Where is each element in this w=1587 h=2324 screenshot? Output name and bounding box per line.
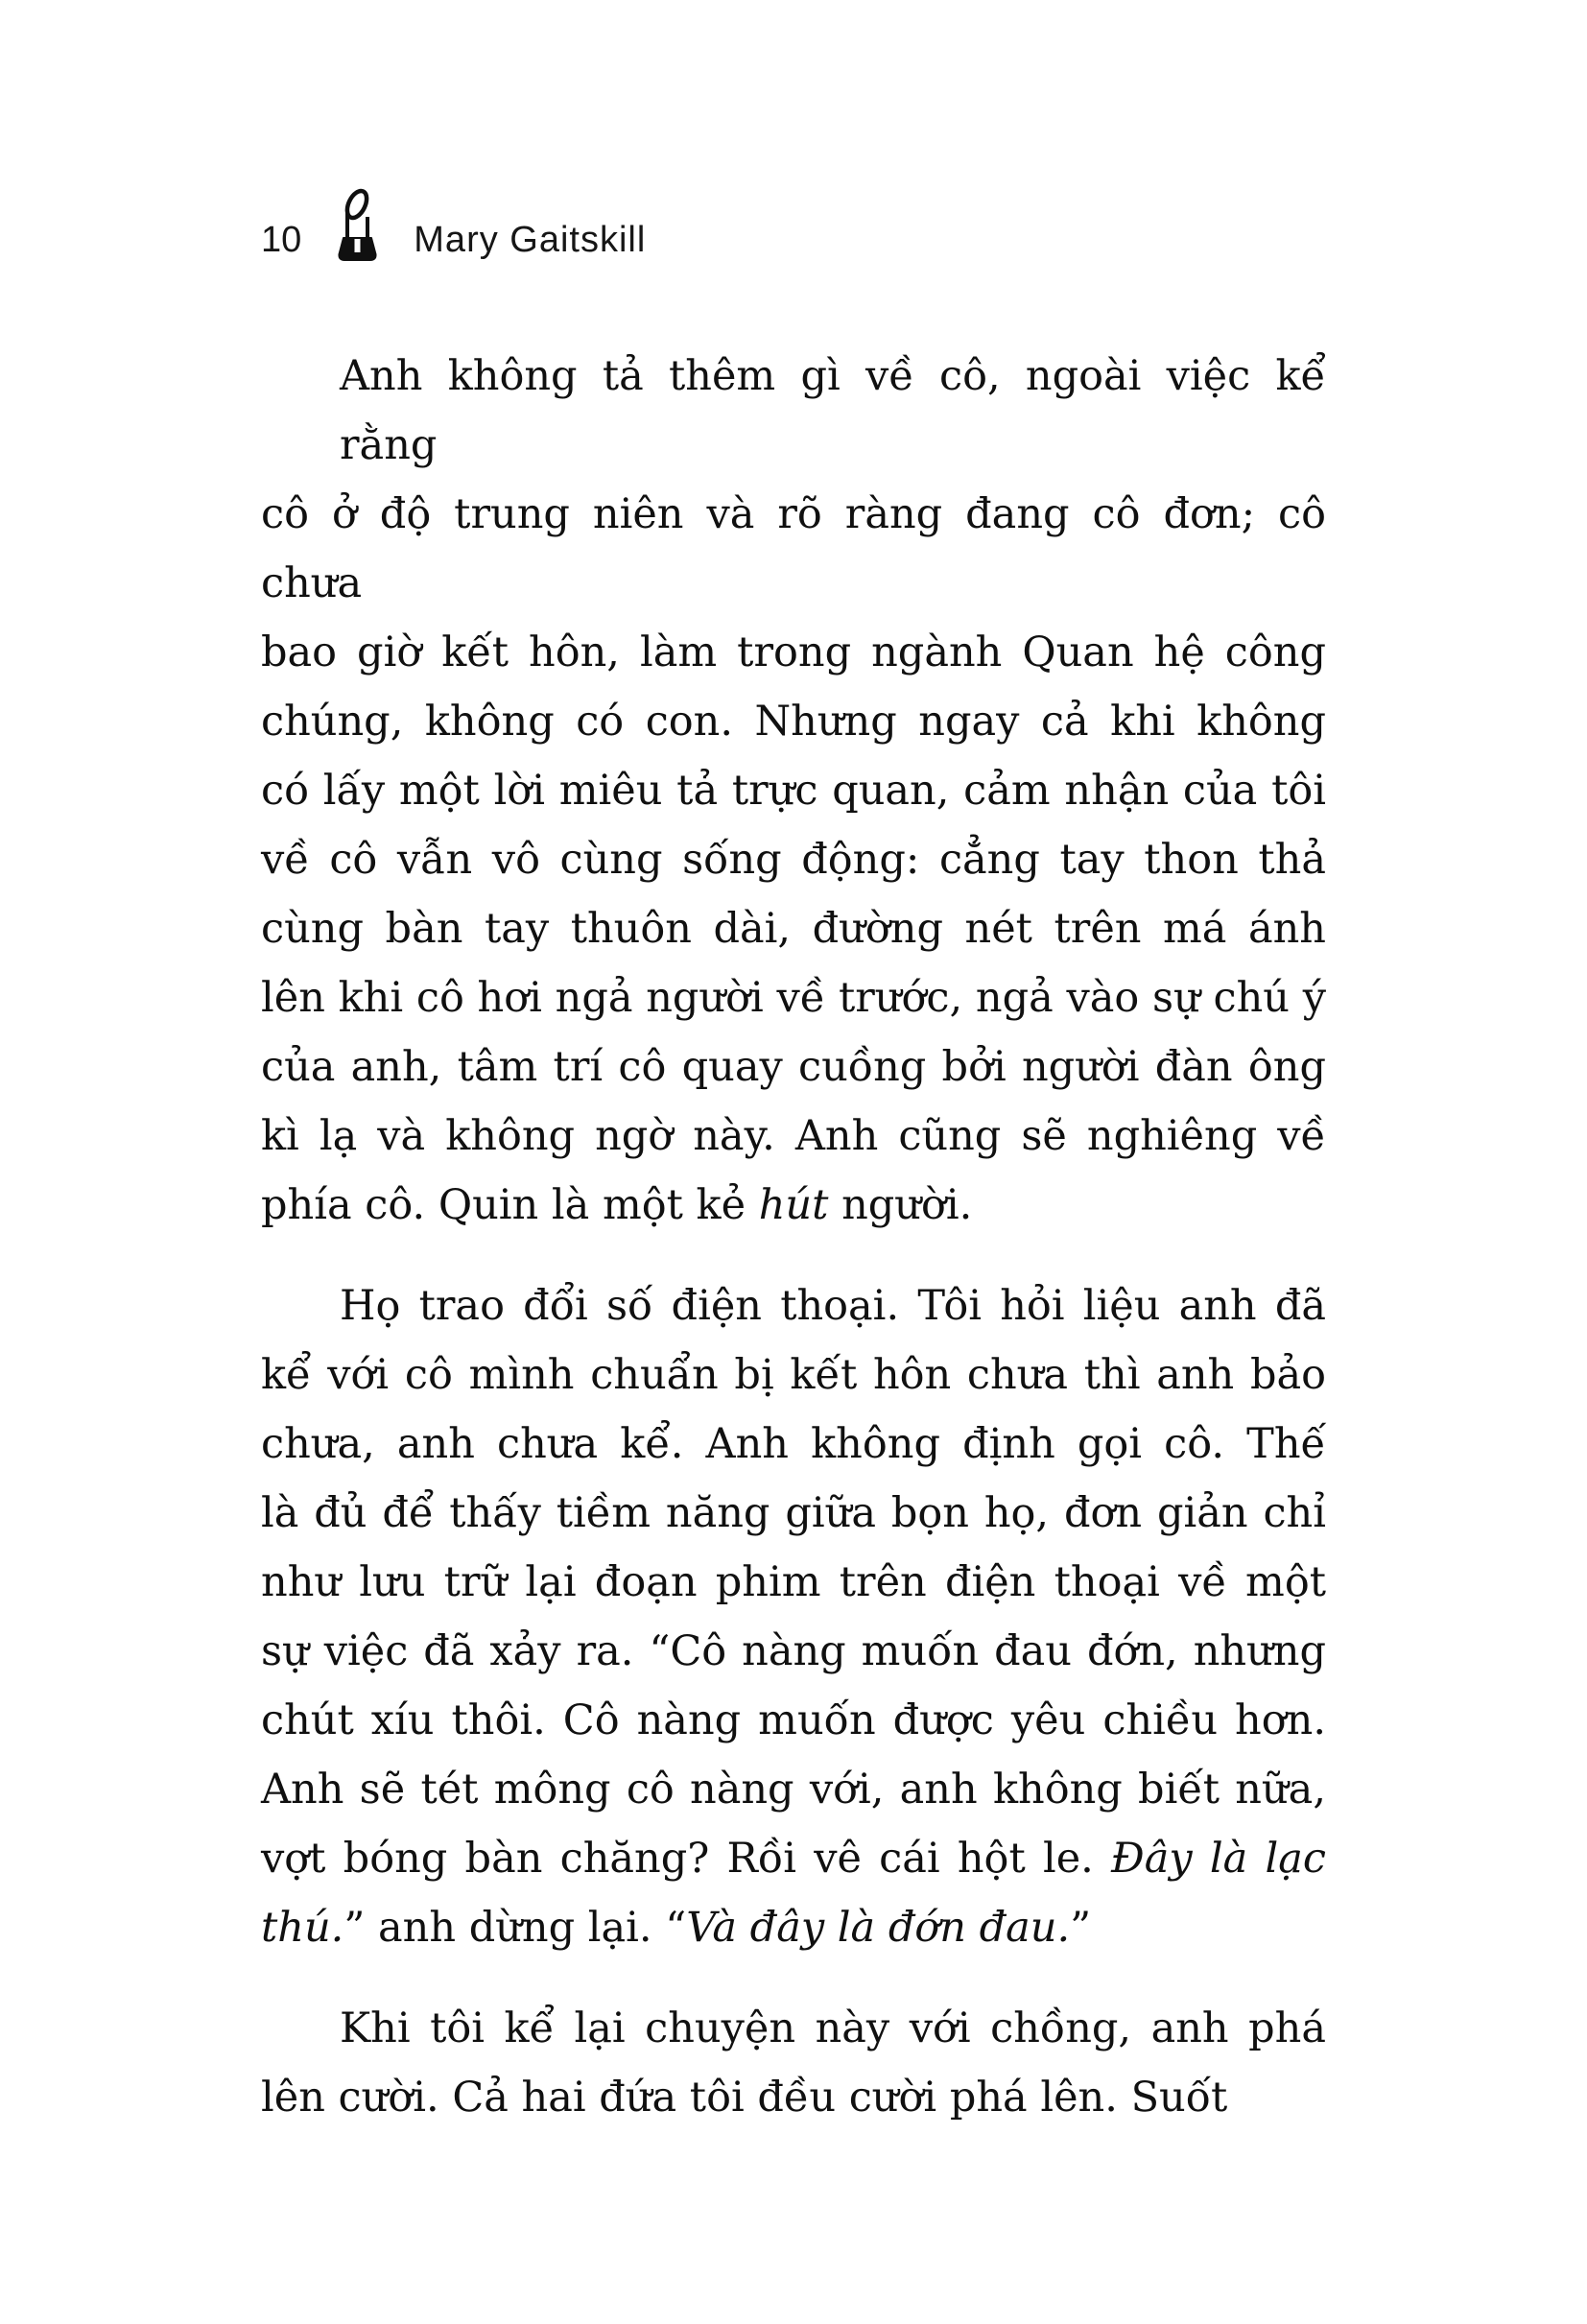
lipstick-icon [338,188,377,263]
text-line: về cô vẫn vô cùng sống động: cẳng tay thon thả [261,836,1326,884]
text-line: phía cô. Quin là một kẻ hút người. [261,1181,973,1229]
paragraph [261,342,1326,1240]
text-line: Khi tôi kể lại chuyện này với chồng, anh phá [340,2004,1326,2052]
text-line: sự việc đã xảy ra. “Cô nàng muốn đau đớn, nhưng [261,1627,1326,1675]
text-line: chúng, không có con. Nhưng ngay cả khi không [261,698,1326,746]
text-line: vợt bóng bàn chăng? Rồi vê cái hột le. Đây là lạc [261,1835,1326,1883]
paragraph [261,1994,1326,2132]
text-line: lên khi cô hơi ngả người về trước, ngả vào sự chú ý [261,974,1326,1022]
author-name: Mary Gaitskill [414,220,647,260]
text-block [261,342,1326,2132]
page-number: 10 [261,220,302,260]
text-line: có lấy một lời miêu tả trực quan, cảm nhận của tôi [261,767,1326,815]
text-line: chút xíu thôi. Cô nàng muốn được yêu chiều hơn. [261,1696,1326,1744]
text-line: Anh sẽ tét mông cô nàng với, anh không biết nữa, [261,1766,1326,1814]
text-line: là đủ để thấy tiềm năng giữa bọn họ, đơn giản chỉ [261,1489,1326,1537]
text-line: bao giờ kết hôn, làm trong ngành Quan hệ công [261,628,1326,676]
text-line: Họ trao đổi số điện thoại. Tôi hỏi liệu anh đã [340,1282,1326,1330]
text-line: như lưu trữ lại đoạn phim trên điện thoại về một [261,1558,1326,1606]
text-line: Anh không tả thêm gì về cô, ngoài việc kể rằng [340,352,1326,469]
text-line: thú.” anh dừng lại. “Và đây là đớn đau.” [261,1904,1092,1952]
text-line: kì lạ và không ngờ này. Anh cũng sẽ nghiêng về [261,1112,1326,1160]
text-line: lên cười. Cả hai đứa tôi đều cười phá lên. Suốt [261,2074,1228,2122]
paragraph [261,1271,1326,1962]
text-line: của anh, tâm trí cô quay cuồng bởi người đàn ông [261,1043,1326,1091]
text-line: cùng bàn tay thuôn dài, đường nét trên má ánh [261,905,1326,953]
text-line: cô ở độ trung niên và rõ ràng đang cô đơn; cô chưa [261,490,1326,607]
running-header [261,188,646,263]
text-line: kể với cô mình chuẩn bị kết hôn chưa thì anh bảo [261,1351,1326,1399]
text-line: chưa, anh chưa kể. Anh không định gọi cô. Thế [261,1420,1326,1468]
